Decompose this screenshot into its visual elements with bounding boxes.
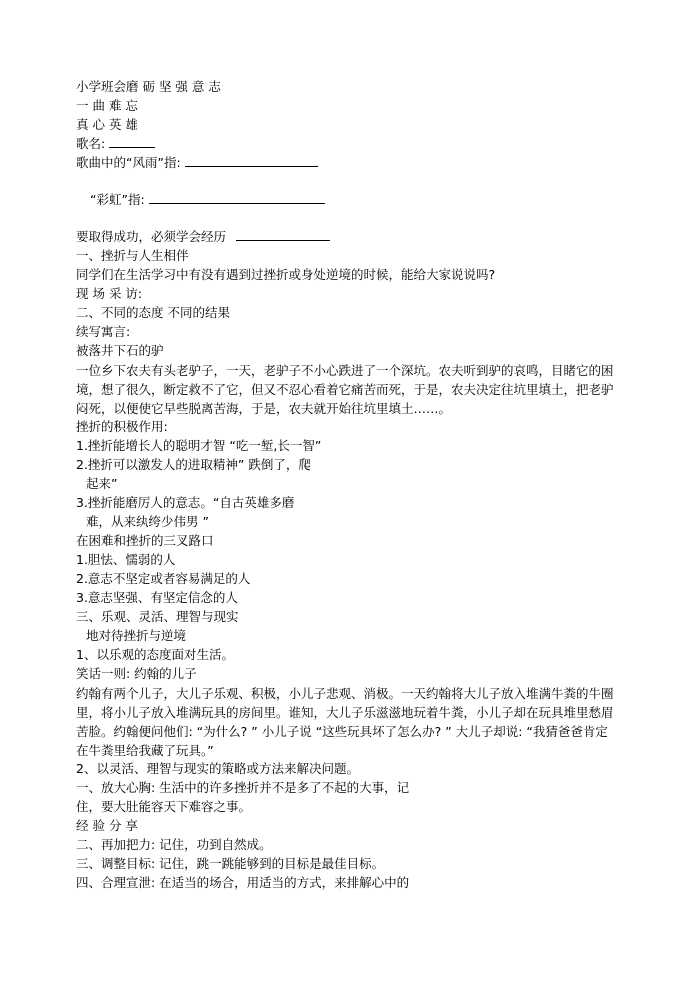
positive-item: 1.挫折能增长人的聪明才智 “吃一堑,长一智”: [76, 438, 322, 453]
positive-item: 2.挫折可以激发人的进取精神” 跌倒了，爬: [76, 457, 311, 472]
fable-title: 被落井下石的驴: [76, 343, 164, 358]
positive-item-continued: 起来”: [86, 476, 118, 491]
experience-heading: 经 验 分 享: [76, 818, 138, 833]
tip4: 四、合理宣泄: 在适当的场合，用适当的方式，来排解心中的: [76, 875, 410, 890]
song-name-row: [76, 135, 616, 154]
crossroad-title: 在困难和挫折的三叉路口: [76, 533, 214, 548]
rainbow-row: [76, 191, 616, 210]
spacer: [76, 173, 616, 191]
song-name-blank: [109, 135, 155, 148]
interview-heading: 现 场 采 访:: [76, 286, 143, 301]
part3-title: 三、乐观、灵活、理智与现实: [76, 609, 239, 624]
part1-question: 同学们在生活学习中有没有遇到过挫折或身处逆境的时候，能给大家说说吗?: [76, 267, 496, 282]
joke-title: 笑话一则: 约翰的儿子: [76, 666, 197, 681]
part3-subtitle: 地对待挫折与逆境: [86, 628, 187, 643]
part1-title: 一、挫折与人生相伴: [76, 248, 189, 263]
document-title: 小学班会磨 砺 坚 强 意 志: [76, 79, 221, 94]
wind-rain-blank: [185, 154, 318, 167]
crossroad-item: 3.意志坚强、有坚定信念的人: [76, 590, 238, 605]
crossroad-item: 1.胆怯、懦弱的人: [76, 552, 176, 567]
crossroad-item: 2.意志不坚定或者容易满足的人: [76, 571, 251, 586]
part2-title: 二、不同的态度 不同的结果: [76, 305, 230, 320]
wind-rain-row: [76, 154, 616, 173]
rainbow-blank: [149, 191, 325, 204]
spacer: [76, 210, 616, 228]
success-row: [76, 228, 616, 247]
tip2: 二、再加把力: 记住，功到自然成。: [76, 837, 272, 852]
wind-rain-label: 歌曲中的“风雨”指:: [76, 155, 181, 170]
joke-paragraph: 约翰有两个儿子，大儿子乐观、积极，小儿子悲观、消极。一天约翰将大儿子放入堆满牛粪的牛圈里，将小儿子放入堆满玩具的房间里。谁知，大儿子乐滋滋地玩着牛粪，小儿子却在玩具堆里愁眉苦脸。约翰便问他们: “为什么? ” 小儿子说 “这些玩具坏了怎么办? ” 大儿子却说: “我猜爸爸肯定在牛粪里给我藏了玩具。”: [76, 686, 614, 758]
rainbow-label: “彩虹”指:: [90, 192, 145, 207]
point1: 1、以乐观的态度面对生活。: [76, 647, 234, 662]
positive-title: 挫折的积极作用:: [76, 419, 168, 434]
document-body: [76, 78, 616, 893]
tip1-line: 一、放大心胸: 生活中的许多挫折并不是多了不起的大事，记: [76, 780, 410, 795]
point2: 2、以灵活、理智与现实的策略或方法来解决问题。: [76, 761, 359, 776]
tip1-line-continued: 住，要大肚能容天下难容之事。: [76, 799, 252, 814]
success-blank: [236, 228, 330, 241]
success-label: 要取得成功，必须学会经历: [76, 229, 227, 244]
song-name-label: 歌名:: [76, 136, 106, 151]
tip3: 三、调整目标: 记住，跳一跳能够到的目标是最佳目标。: [76, 856, 385, 871]
fable-label: 续写寓言:: [76, 324, 131, 339]
section-heading: 一 曲 难 忘: [76, 98, 138, 113]
positive-item-continued: 难，从来纨绔少伟男 ”: [86, 514, 209, 529]
fable-paragraph: 一位乡下农夫有头老驴子，一天，老驴子不小心跌进了一个深坑。农夫听到驴的哀鸣，目睹它的困境，想了很久，断定救不了它，但又不忍心看着它痛苦而死，于是，农夫决定往坑里填土，把老驴闷死，以便使它早些脱离苦海，于是，农夫就开始往坑里填土……。: [76, 363, 614, 416]
section-heading: 真 心 英 雄: [76, 117, 138, 132]
positive-item: 3.挫折能磨厉人的意志。“自古英雄多磨: [76, 495, 295, 510]
